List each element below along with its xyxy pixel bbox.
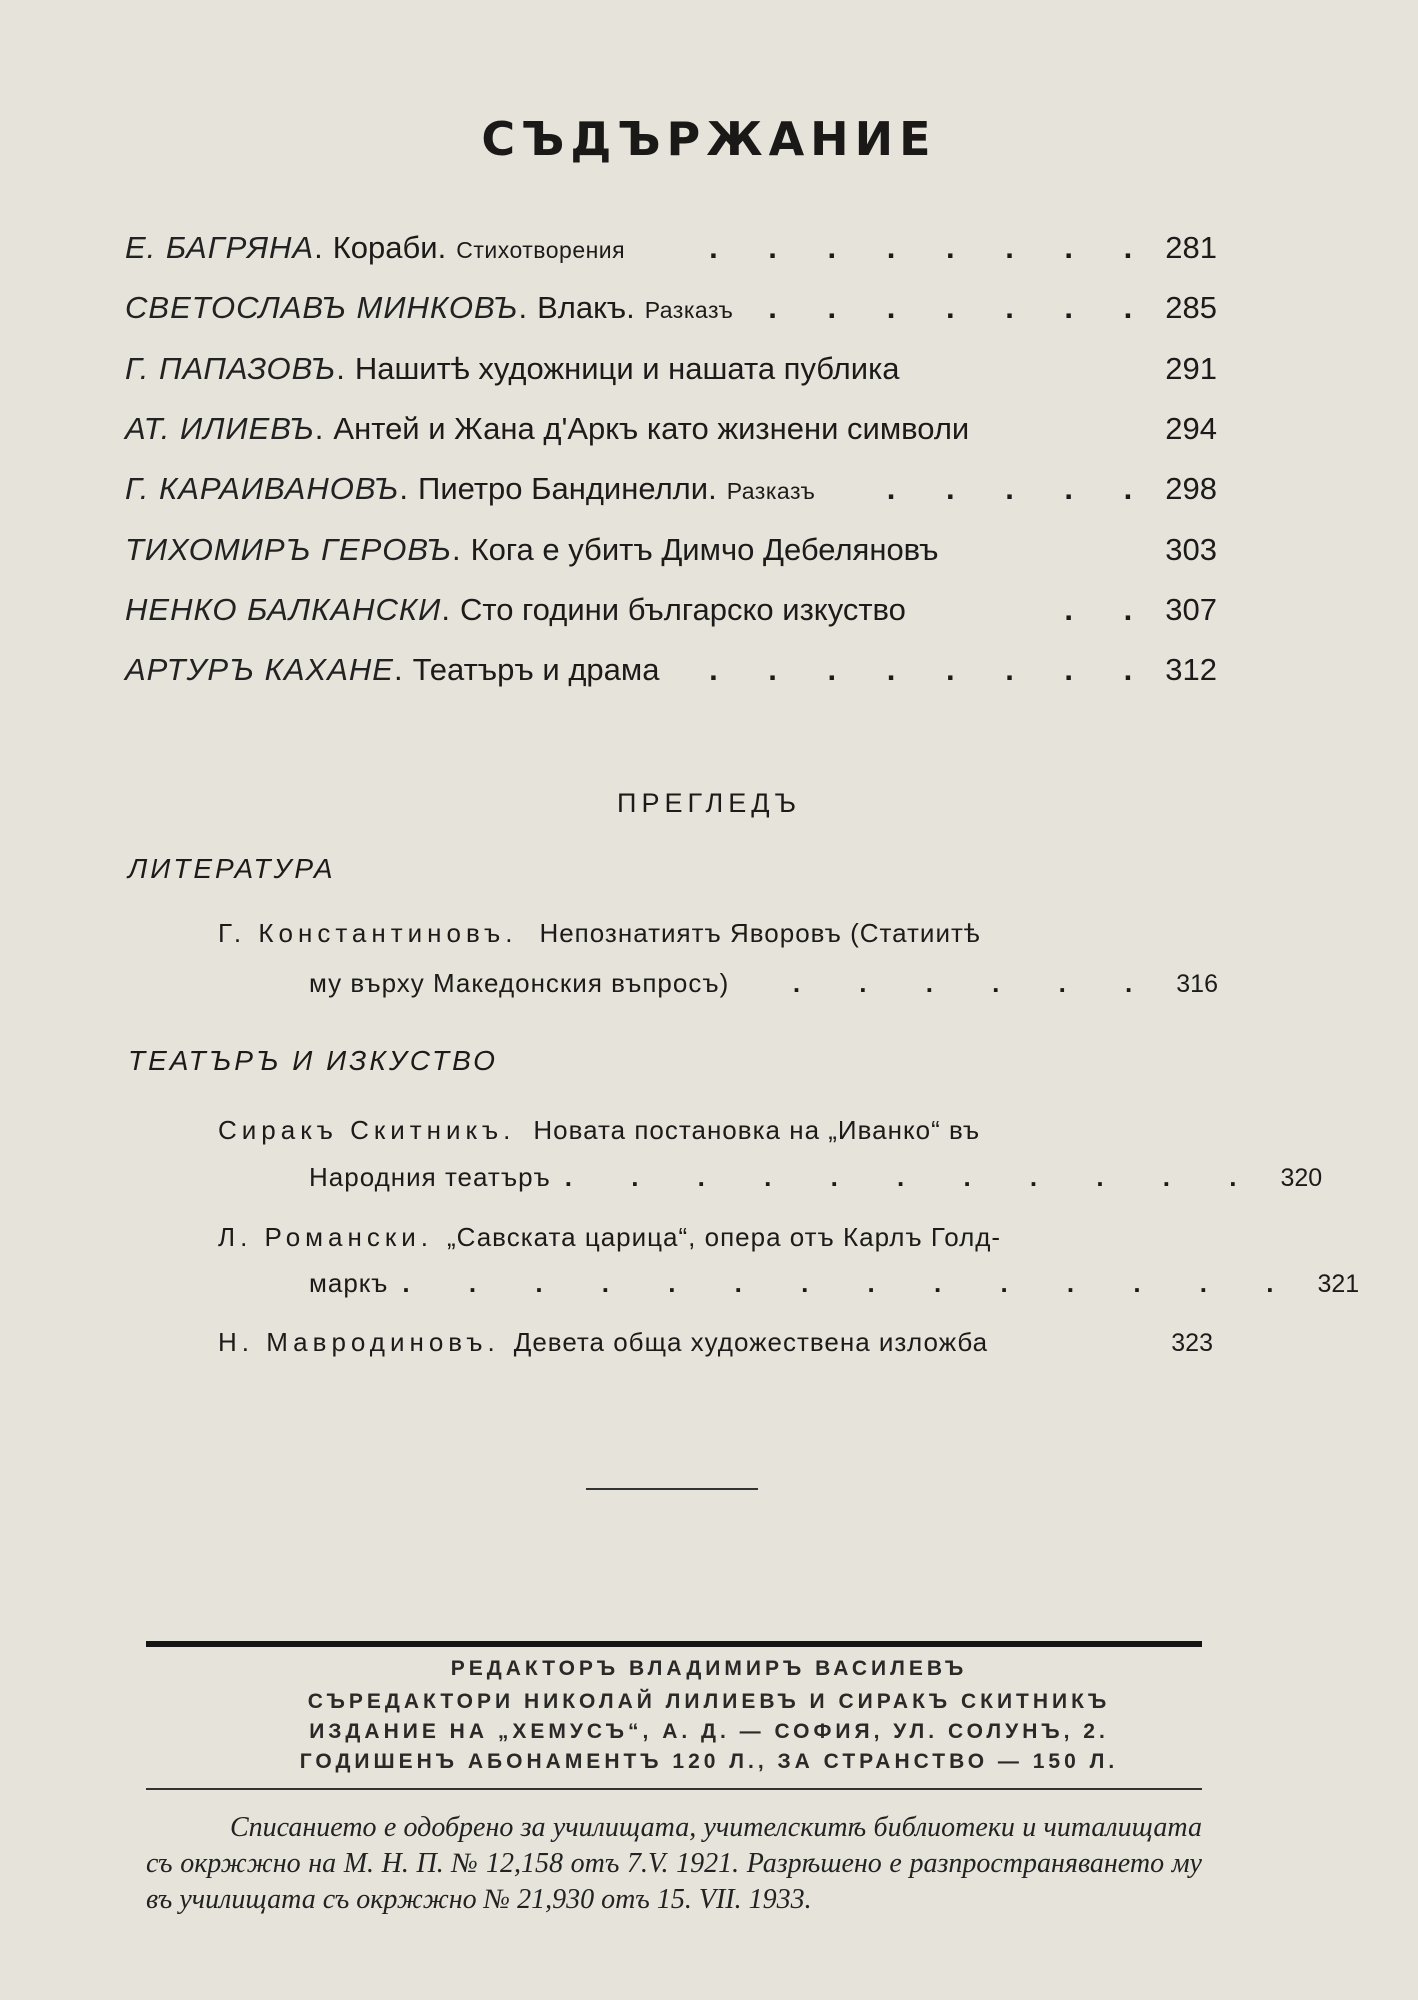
- toc-author: АТ. ИЛИЕВЪ: [125, 411, 315, 446]
- toc-author: АРТУРЪ КАХАНЕ: [125, 652, 394, 687]
- toc-page-number: 291: [1165, 351, 1217, 386]
- toc-page-number: 312: [1165, 652, 1217, 687]
- toc-work: Влакъ.: [537, 290, 635, 325]
- category-literature: ЛИТЕРАТУРА: [128, 853, 336, 884]
- review-author: Г. Константиновъ.: [218, 918, 518, 948]
- review-entry-line: [309, 1268, 1360, 1299]
- toc-author: СВЕТОСЛАВЪ МИНКОВЪ: [125, 290, 519, 325]
- toc-genre: Разказъ: [644, 297, 734, 323]
- section-divider: [586, 1488, 758, 1490]
- review-title-continued: му върху Македонския въпросъ): [309, 968, 730, 998]
- toc-row: Г. КАРАИВАНОВЪ . Пиетро Бандинелли. Разказъ . . . . . 298: [125, 471, 1217, 506]
- review-title-continued: маркъ: [309, 1268, 389, 1298]
- review-title-continued: Народния театъръ: [309, 1162, 551, 1192]
- imprint-top-rule: [146, 1641, 1202, 1647]
- toc-row: СВЕТОСЛАВЪ МИНКОВЪ . Влакъ. Разказъ . . . . . . . 285: [125, 290, 1217, 325]
- toc-work: Кога е убитъ Димчо Дебеляновъ: [470, 532, 939, 567]
- imprint-editor: РЕДАКТОРЪ ВЛАДИМИРЪ ВАСИЛЕВЪ: [450, 1657, 968, 1680]
- toc-work: Пиетро Бандинелли.: [418, 471, 717, 506]
- review-dots: . . . . . . . . . . . . . .: [402, 1268, 1300, 1298]
- review-page-number: 316: [1176, 970, 1218, 998]
- review-title: Новата постановка на „Иванко“ въ: [533, 1115, 981, 1145]
- toc-genre: Стихотворения: [456, 237, 626, 263]
- toc-dots: . . . . .: [886, 471, 1154, 506]
- imprint-coeditors: СЪРЕДАКТОРИ НИКОЛАЙ ЛИЛИЕВЪ И СИРАКЪ СКИТНИКЪ: [307, 1690, 1111, 1713]
- toc-page-number: 281: [1165, 230, 1217, 265]
- review-page-number: 320: [1280, 1164, 1323, 1192]
- toc-row: АРТУРЪ КАХАНЕ . Театъръ и драма . . . . . . . . 312: [125, 652, 1217, 687]
- review-entry-line: [309, 1162, 1323, 1193]
- category-theatre-art: ТЕАТЪРЪ И ИЗКУСТВО: [128, 1045, 498, 1076]
- toc-row: АТ. ИЛИЕВЪ . Антей и Жана д'Аркъ като жизнени символи 294: [125, 411, 1217, 446]
- imprint-bottom-rule: [146, 1788, 1202, 1790]
- toc-row: НЕНКО БАЛКАНСКИ . Сто години българско изкуство . . 307: [125, 592, 1217, 627]
- review-author: Н. Мавродиновъ.: [218, 1327, 500, 1357]
- page-title: СЪДЪРЖАНИЕ: [481, 112, 937, 166]
- toc-work: Нашитѣ художници и нашата публика: [354, 351, 900, 386]
- toc-author: Е. БАГРЯНА: [125, 230, 315, 265]
- toc-author: НЕНКО БАЛКАНСКИ: [125, 592, 442, 627]
- toc-page-number: 303: [1165, 532, 1217, 567]
- toc-dots: . . . . . . . .: [709, 230, 1154, 265]
- review-entry-line: [218, 918, 1213, 949]
- approval-notice: Списанието е одобрено за училищата, учителскитѣ библиотеки и читалищата съ окржжно на М. Н. П. № 12,158 отъ 7.V. 1921. Разрѣшено е разпространяването му въ училищата съ окржжно № 21,930 отъ 15. VII. 1933.: [146, 1812, 1202, 1915]
- review-title: „Савската царица“, опера отъ Карлъ Голд-: [446, 1222, 1002, 1252]
- toc-author: Г. КАРАИВАНОВЪ: [125, 471, 400, 506]
- review-dots: . . . . . . . . . . .: [564, 1162, 1263, 1192]
- review-entry-line: [218, 1222, 1213, 1253]
- toc-dots: . . . . . . .: [768, 290, 1154, 325]
- review-page-number: 321: [1317, 1270, 1360, 1298]
- review-entry-line: [218, 1115, 1213, 1146]
- toc-genre: Разказъ: [726, 478, 816, 504]
- toc-work: Театъръ и драма: [412, 652, 660, 687]
- review-author: Сиракъ Скитникъ.: [218, 1115, 516, 1145]
- review-title: Непознатиятъ Яворовъ (Статиитѣ: [539, 918, 981, 948]
- toc-row: ТИХОМИРЪ ГЕРОВЪ . Кога е убитъ Димчо Дебеляновъ 303: [125, 532, 1217, 567]
- toc-page-number: 298: [1165, 471, 1217, 506]
- toc-work: Кораби.: [332, 230, 447, 265]
- toc-work: Антей и Жана д'Аркъ като жизнени символи: [333, 411, 970, 446]
- review-page-number: 323: [1171, 1329, 1213, 1357]
- toc-work: Сто години българско изкуство: [459, 592, 906, 627]
- toc-dots: . .: [1064, 592, 1154, 627]
- toc-dots: . . . . . . . .: [709, 652, 1154, 687]
- review-entry-line: [309, 968, 1218, 999]
- review-entry-line: [218, 1327, 1213, 1358]
- toc-author: Г. ПАПАЗОВЪ: [125, 351, 337, 386]
- toc-row: Е. БАГРЯНА . Кораби. Стихотворения . . . . . . . . 281: [125, 230, 1217, 265]
- review-dots: . . . . . .: [792, 968, 1159, 998]
- imprint-publisher: ИЗДАНИЕ НА „ХЕМУСЪ“, А. Д. — СОФИЯ, УЛ. СОЛУНЪ, 2.: [309, 1720, 1109, 1743]
- toc-page-number: 307: [1165, 592, 1217, 627]
- review-title: Девета обща художествена изложба: [513, 1327, 989, 1357]
- toc-author: ТИХОМИРЪ ГЕРОВЪ: [125, 532, 452, 567]
- toc-page-number: 294: [1165, 411, 1217, 446]
- review-author: Л. Романски.: [218, 1222, 433, 1252]
- imprint-subscription: ГОДИШЕНЪ АБОНАМЕНТЪ 120 Л., ЗА СТРАНСТВО — 150 Л.: [299, 1750, 1119, 1773]
- review-heading: ПРЕГЛЕДЪ: [617, 788, 801, 818]
- toc-page-number: 285: [1165, 290, 1217, 325]
- toc-row: Г. ПАПАЗОВЪ . Нашитѣ художници и нашата публика 291: [125, 351, 1217, 386]
